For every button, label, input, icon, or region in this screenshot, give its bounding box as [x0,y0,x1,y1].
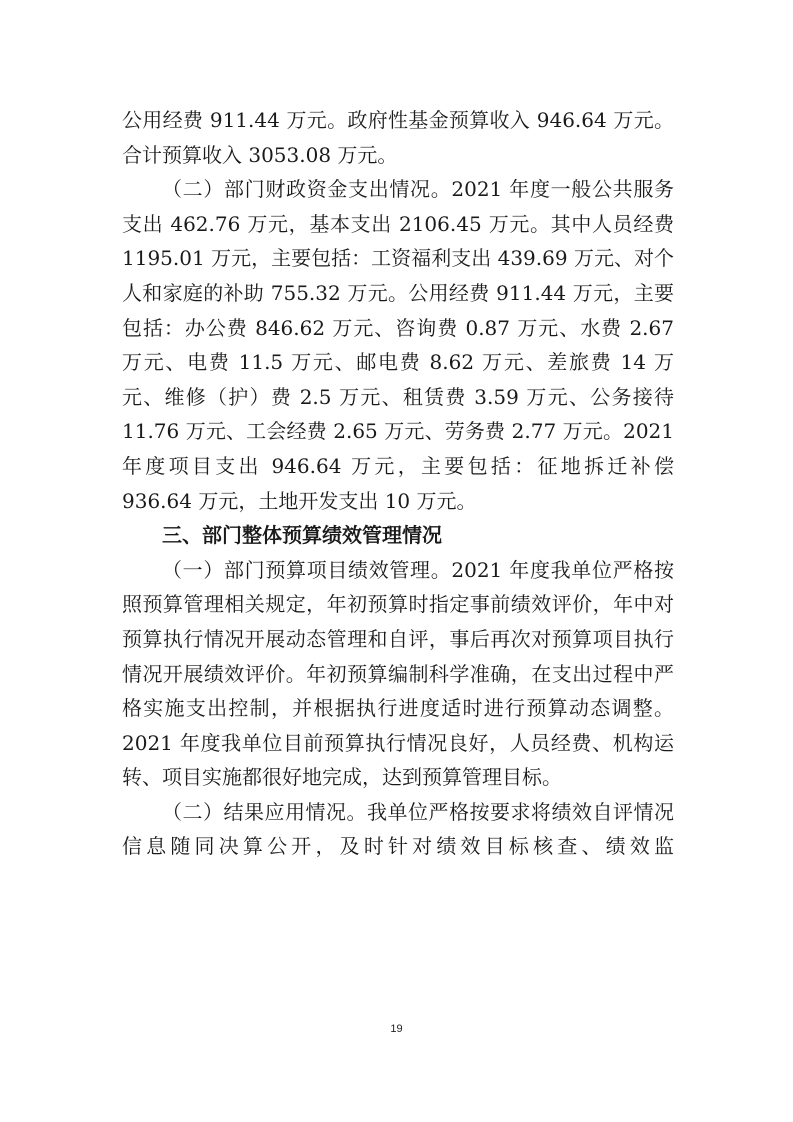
section-heading: 三、部门整体预算绩效管理情况 [162,523,442,548]
paragraph-result-application: （二）结果应用情况。我单位严格按要求将绩效自评情况信息随同决算公开，及时针对绩效目标核查、绩效监 [122,799,674,859]
paragraph-expenditure: （二）部门财政资金支出情况。2021 年度一般公共服务支出 462.76 万元，基本支出 2106.45 万元。其中人员经费 1195.01 万元，主要包括：工资福利支出 439.69 万元、对个人和家庭的补助 755.32 万元。公用经费 911.44 万元，主要包括：办公费 846.62 万元、咨询费 0.87 万元、水费 2.67 万元、电费 11.5 万元、邮电费 8.62 万元、差旅费 14 万元、维修（护）费 2.5 万元、租赁费 3.59 万元、公务接待 11.76 万元、工会经费 2.65 万元、劳务费 2.77 万元。2021 年度项目支出 946.64 万元，主要包括：征地拆迁补偿 936.64 万元，土地开发支出 10 万元。 [122,177,674,513]
paragraph-performance-management: （一）部门预算项目绩效管理。2021 年度我单位严格按照预算管理相关规定，年初预算时指定事前绩效评价，年中对预算执行情况开展动态管理和自评，事后再次对预算项目执行情况开展绩效评价。年初预算编制科学准确，在支出过程中严格实施支出控制，并根据执行进度适时进行预算动态调整。2021 年度我单位目前预算执行情况良好，人员经费、机构运转、项目实施都很好地完成，达到预算管理目标。 [122,557,674,790]
paragraph-continuation-end: 合计预算收入 3053.08 万元。 [122,142,398,167]
document-body [122,103,674,864]
page-number: 19 [390,1023,403,1035]
paragraph-continuation: 公用经费 911.44 万元。政府性基金预算收入 946.64 万元。 [122,108,674,132]
